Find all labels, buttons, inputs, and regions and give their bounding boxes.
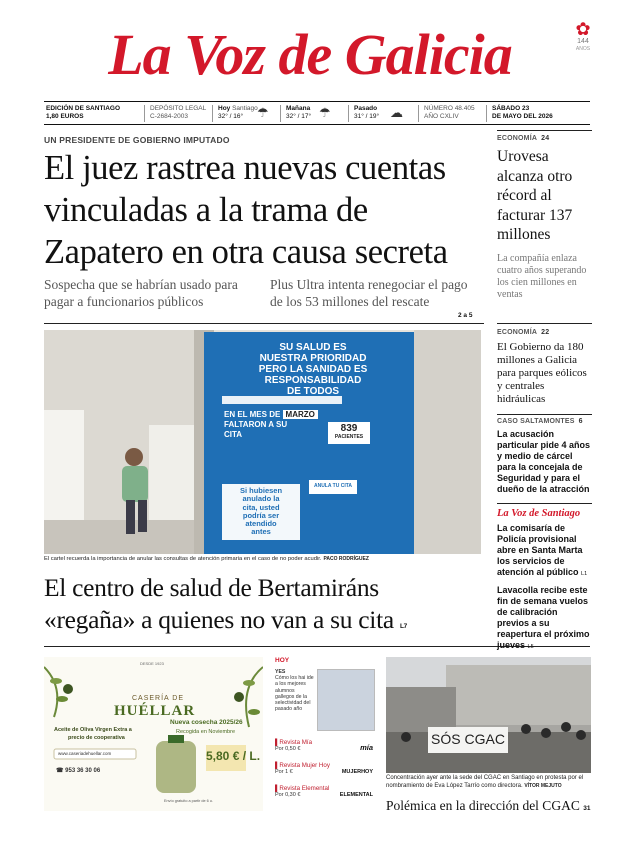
poster-top-text: SU SALUD ES NUESTRA PRIORIDAD PERO LA SANIDAD ES RESPONSABILIDAD DE TODOS: [258, 342, 368, 397]
photo-caption: El cartel recuerda la importancia de anular las consultas de atención primaria en el caso de no poder acudir. PACO RODRÍGUEZ: [44, 556, 369, 562]
lead-kicker: UN PRESIDENTE DE GOBIERNO IMPUTADO: [44, 135, 230, 145]
yes-promo: YES Cómo los hai ide a los mejores alumnos gallegos de la selectividad del pasado año: [275, 669, 314, 713]
poster-middle-text: EN EL MES DE MARZO FALTARON A SU CITA: [224, 410, 318, 440]
story-urovesa[interactable]: ECONOMÍA 24 Urovesa alcanza otro récord al facturar 137 millones La compañía enlaza cuatro años superando los cien millones en ventas: [497, 135, 587, 300]
masthead: [44, 14, 576, 96]
mag-mujer-hoy[interactable]: ▌Revista Mujer Hoy Por 1 € MUJERHOY: [275, 762, 373, 775]
story-lavacolla[interactable]: Lavacolla recibe este fin de semana vuelos de calibración previos a su reapertura el próximo jueves L5: [497, 585, 590, 650]
lead-headline[interactable]: El juez rastrea nuevas cuentas vinculadas a la trama de Zapatero en otra causa secreta: [44, 149, 448, 271]
lead-subhead-left: Sospecha que se habrían usado para pagar a funcionarios públicos: [44, 277, 238, 309]
poster-count: 839 PACIENTES: [334, 423, 364, 440]
lead-page-ref: 2 a 5: [458, 312, 473, 319]
anniversary-badge: ✿ 144 ANOS: [569, 20, 597, 52]
edition-info: EDICIÓN DE SANTIAGO 1,80 EUROS: [46, 105, 121, 120]
ad-brand: HUÉLLAR: [114, 703, 196, 719]
hoy-supplements[interactable]: HOY YES Cómo los hai ide a los mejores alumnos gallegos de la selectividad del pasado año: [275, 657, 375, 664]
edition-info-bar: [44, 101, 590, 125]
issue-info: NÚMERO 48.405 AÑO CXLIV: [424, 105, 475, 120]
story-comisaria[interactable]: La Voz de Santiago La comisaría de Policía provisional abre en Santa Marta los servicios de atención al público L1: [497, 508, 592, 580]
mag-elemental[interactable]: ▌Revista Elemental Por 0,30 € ELEMENTAL: [275, 785, 373, 798]
story-saltamontes[interactable]: CASO SALTAMONTES 6 La acusación particular pide 4 años y medio de cárcel para la concejala de Seguridad y para el dueño de la atracción: [497, 418, 591, 494]
health-center-photo[interactable]: SU SALUD ES NUESTRA PRIORIDAD PERO LA SANIDAD ES RESPONSABILIDAD DE TODOS EN EL MES DE MARZO FALTARON A SU CITA 839 PACIENTES ANULA TU CITA Si hubiesen anulado la cita, usted podría ser atendido antes: [44, 330, 481, 554]
story-gobierno[interactable]: ECONOMÍA 22 El Gobierno da 180 millones a Galicia para parques eólicos y centrales hidráulicas: [497, 329, 587, 405]
olive-oil-ad[interactable]: DESDE 1923 CASERÍA DE HUÉLLAR Aceite de Oliva Virgen Extra a precio de cooperativa Nueva cosecha 2025/26 Recogida en Noviembre www.caseriadehuellar.com ☎ 953 36 30 06 5,80 € / L. Envío gratuito a partir de 6 u.: [44, 657, 263, 811]
masthead-title: La Voz de Galicia: [108, 22, 512, 87]
rain-cloud-icon: ☂: [257, 105, 269, 120]
weather-today: Hoy Santiago 32° / 16°: [218, 105, 258, 120]
weather-tomorrow: Mañana 32° / 17°: [286, 105, 312, 120]
photo-headline[interactable]: El centro de salud de Bertamiráns «regaña» a quienes no van a su cita L7: [44, 573, 407, 634]
deposit-info: DEPÓSITO LEGAL C-2684-2003: [150, 105, 207, 120]
phone-icon: ☎ 953 36 30 06: [56, 768, 101, 774]
voz-de-santiago-logo: La Voz de Santiago: [497, 508, 581, 519]
cgac-headline[interactable]: Polémica en la dirección del CGAC 31: [386, 798, 591, 813]
cgac-protest-photo[interactable]: [386, 657, 591, 773]
cloud-icon: ☁: [390, 105, 403, 120]
poster-bottom-text: Si hubiesen anulado la cita, usted podría ser atendido antes: [239, 486, 283, 537]
flower-icon: ✿: [575, 19, 591, 39]
divider: [44, 323, 484, 324]
yes-magazine-cover: [317, 669, 375, 731]
date-info: SÁBADO 23 DE MAYO DEL 2026: [492, 105, 553, 120]
ad-price: 5,80 € / L.: [206, 749, 261, 763]
rain-cloud-icon: ☂: [319, 105, 331, 120]
weather-after: Pasado 31° / 19°: [354, 105, 380, 120]
cgac-caption: Concentración ayer ante la sede del CGAC en Santiago en protesta por el nombramiento de Eva López Tarrío como directora. VÍTOR MEJUTO: [386, 775, 584, 789]
mag-mia[interactable]: ▌Revista Mía Por 0,50 € mía: [275, 739, 373, 752]
lead-subhead-right: Plus Ultra intenta renegociar el pago de los 53 millones del rescate: [270, 277, 468, 309]
protest-sign: SÓS CGAC: [431, 731, 505, 747]
